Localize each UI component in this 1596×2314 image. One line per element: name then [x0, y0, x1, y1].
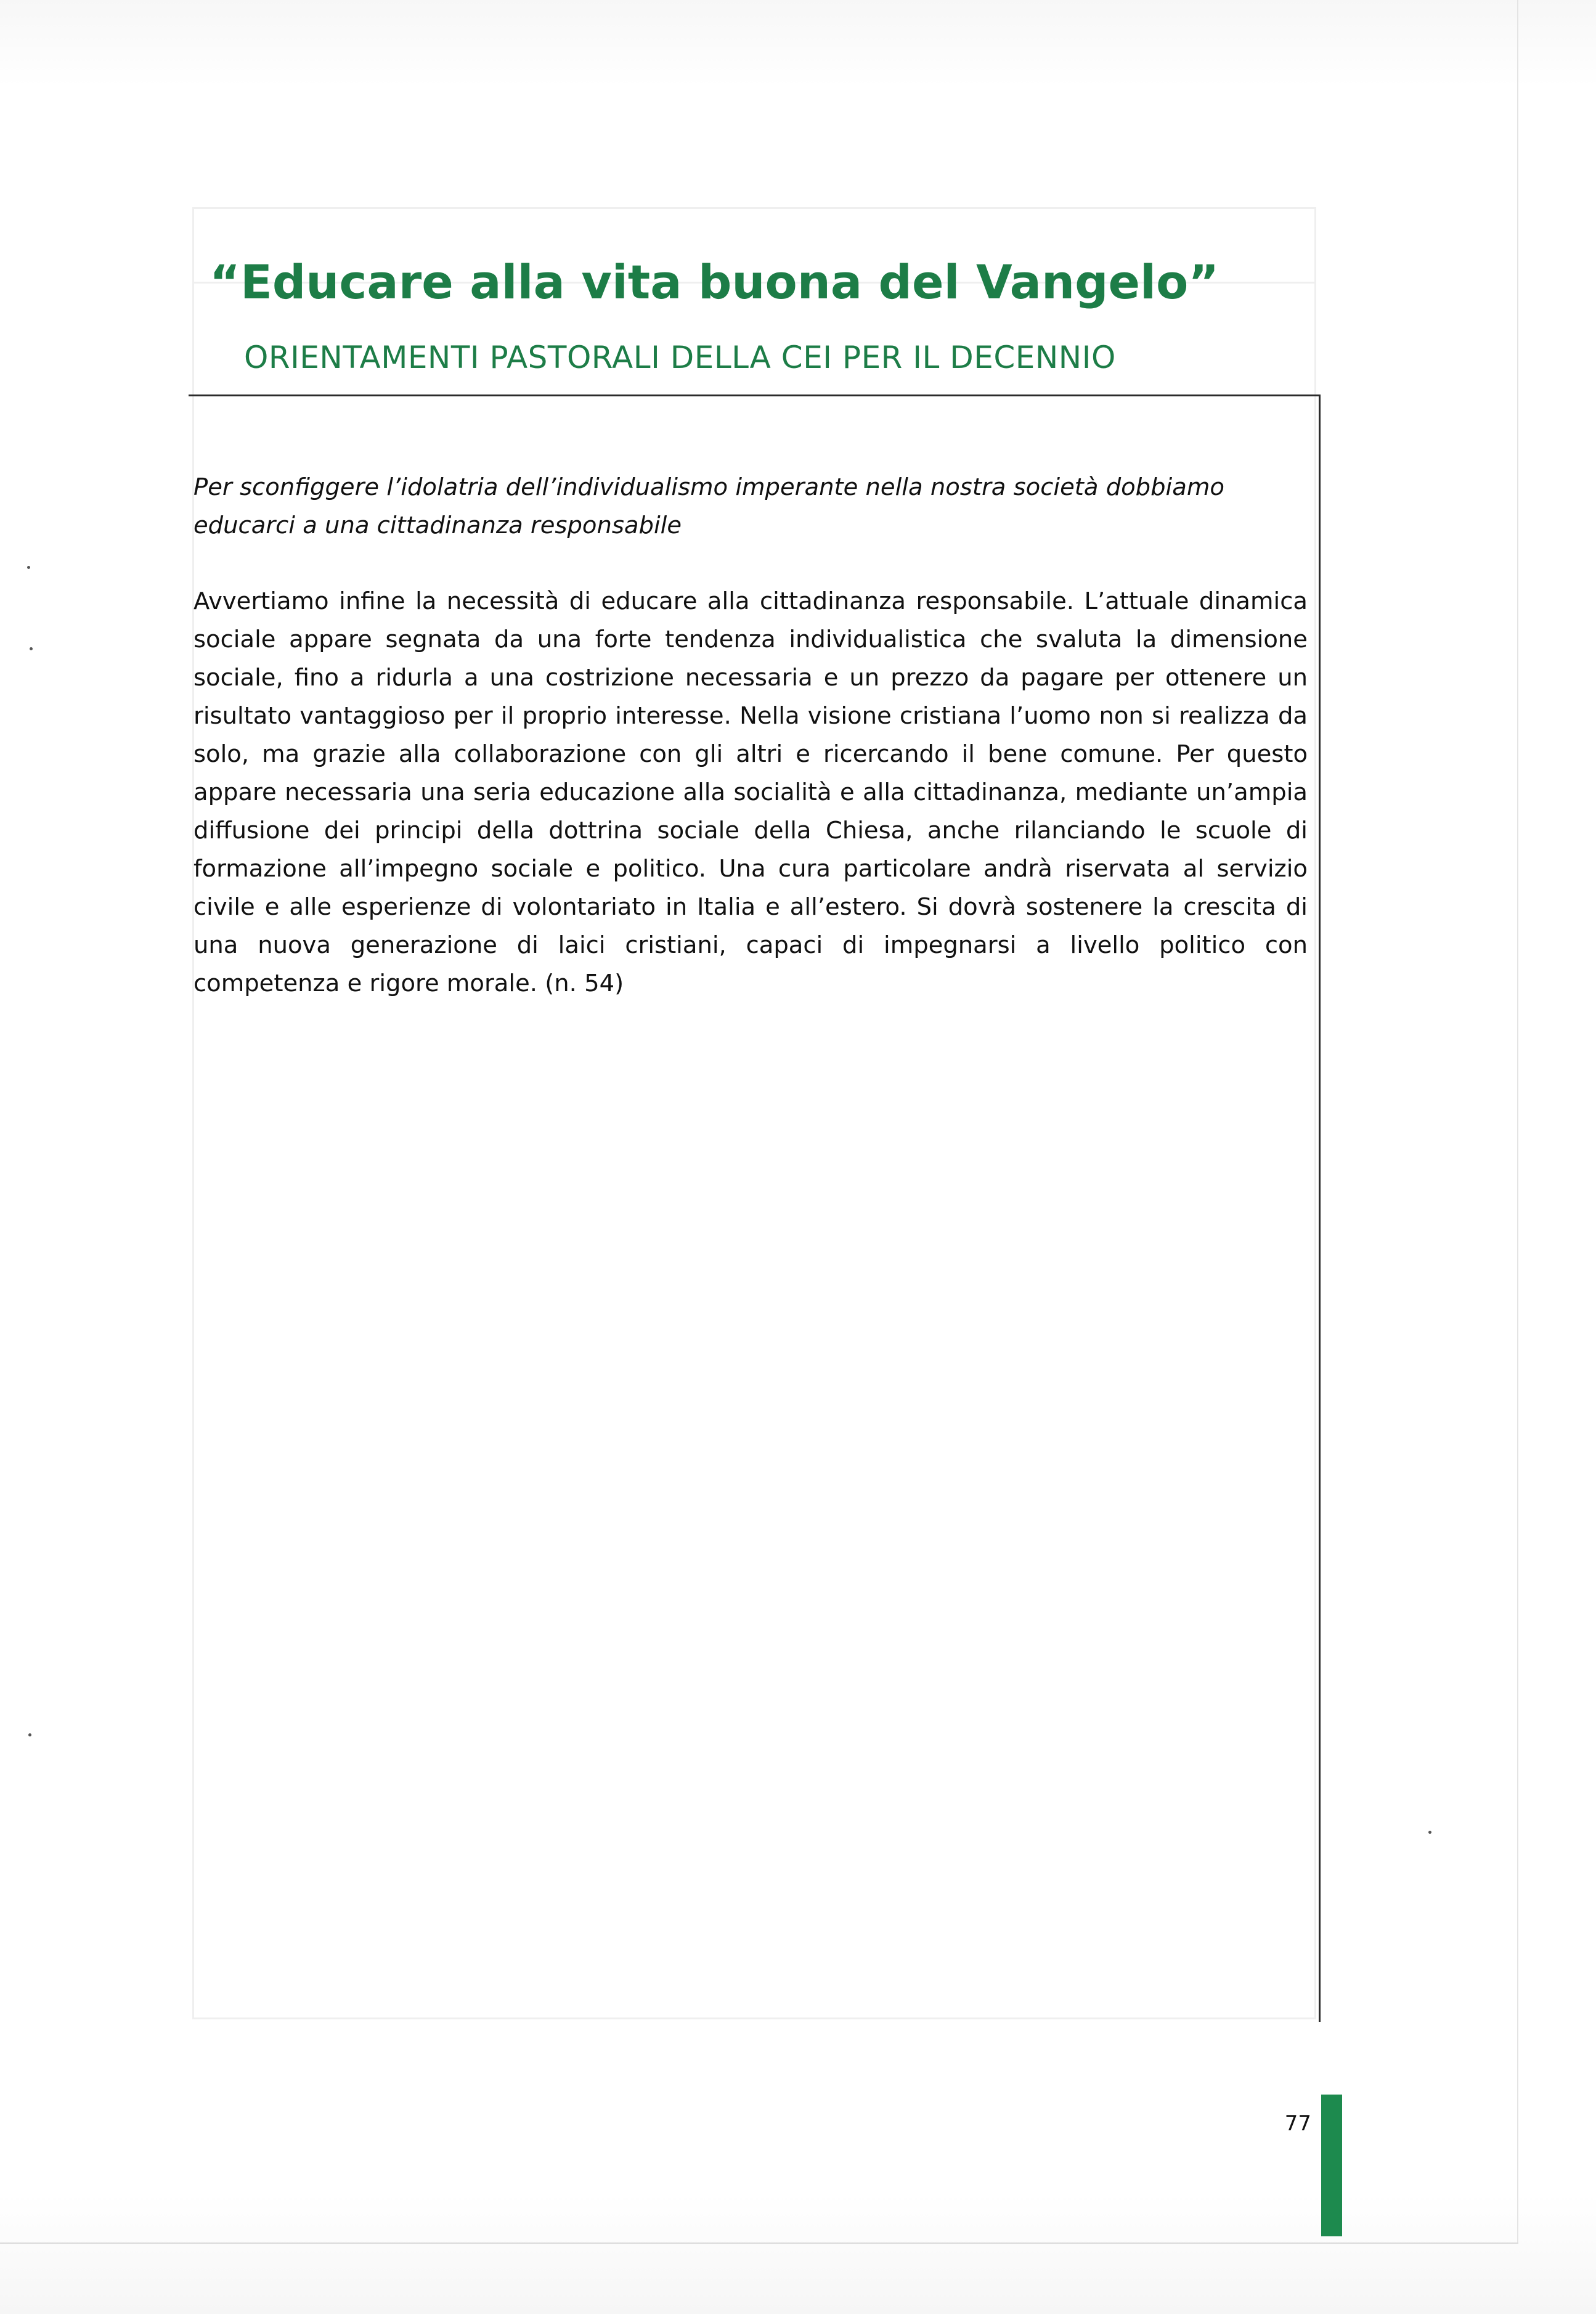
scan-edge-right: [1517, 0, 1518, 2244]
page-title: “Educare alla vita buona del Vangelo”: [210, 255, 1219, 309]
page-number: 77: [1284, 2111, 1311, 2136]
scan-speck: [1428, 1831, 1431, 1834]
scan-speck: [30, 647, 33, 650]
scan-edge-bottom: [0, 2242, 1518, 2244]
scan-speck: [28, 1733, 31, 1736]
lead-paragraph: Per sconfiggere l’idolatria dell’individualismo imperante nella nostra società dobbiamo educarci a una cittadinanza responsabile: [193, 473, 1224, 539]
page-subtitle: ORIENTAMENTI PASTORALI DELLA CEI PER IL DECENNIO: [244, 340, 1116, 375]
top-rule: [189, 395, 1320, 396]
body-paragraph: Avvertiamo infine la necessità di educare alla cittadinanza responsabile. L’attuale dinamica sociale appare segnata da una forte tendenza individualistica che svaluta la dimensione sociale, fino a ridurla a una costrizione necessaria e un prezzo da pagare per ottenere un risultato vantaggioso per il proprio interesse. Nella visione cristiana l’uomo non si realizza da solo, ma grazie alla collaborazione con gli altri e ricercando il bene comune. Per questo appare necessaria una seria educazione alla socialità e alla cittadinanza, mediante un’ampia diffusione dei principi della dottrina sociale della Chiesa, anche rilanciando le scuole di formazione all’impegno sociale e politico. Una cura particolare andrà riservata al servizio civile e alle esperienze di volontariato in Italia e all’estero. Si dovrà sostenere la crescita di una nuova generazione di laici cristiani, capaci di impegnarsi a livello politico con competenza e rigore morale. (n. 54): [193, 587, 1308, 997]
green-page-tab: [1321, 2095, 1342, 2236]
right-rule: [1319, 395, 1321, 2022]
scan-speck: [27, 566, 30, 569]
